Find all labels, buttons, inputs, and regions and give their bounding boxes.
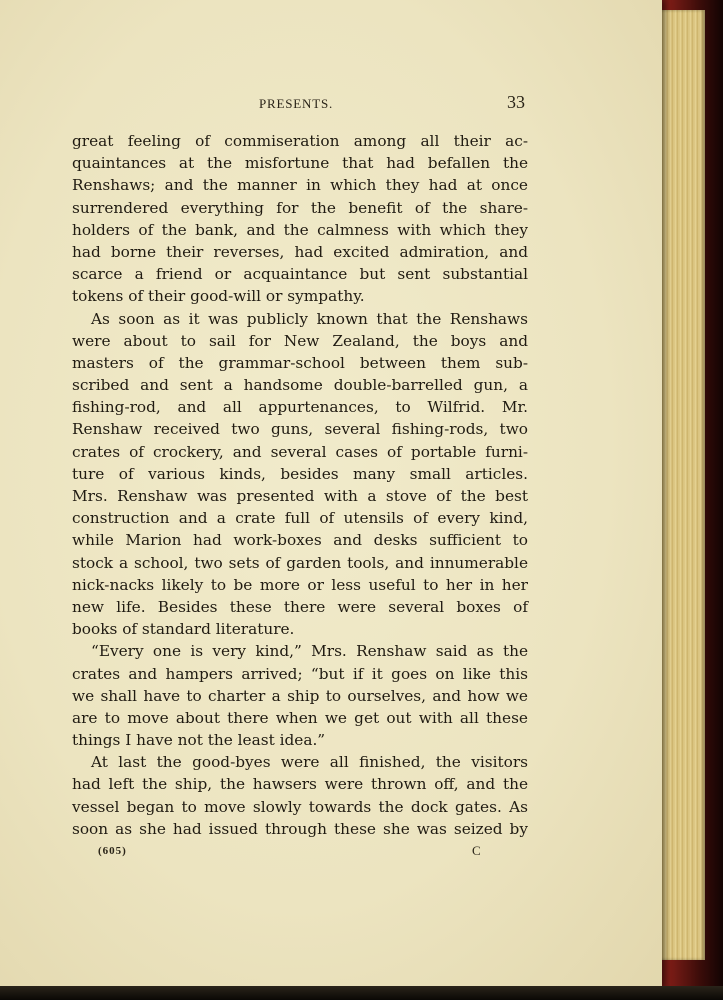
text-line: scribed and sent a handsome double-barrelled gun, a [72, 376, 528, 395]
text-line: Renshaws; and the manner in which they had at once [72, 176, 528, 195]
text-line: quaintances at the misfortune that had befallen the [72, 154, 528, 173]
page-footer [0, 843, 662, 863]
text-line: scarce a friend or acquaintance but sent substantial [72, 265, 528, 284]
text-line: had borne their reverses, had excited admiration, and [72, 242, 528, 261]
running-head [0, 92, 662, 118]
text-line: we shall have to charter a ship to ourselves, and how we [72, 686, 528, 705]
text-line: books of standard literature. [72, 620, 295, 639]
paragraph-start-line: As soon as it was publicly known that the Renshaws [91, 309, 528, 328]
bottom-shadow [0, 986, 723, 1000]
text-line: crates of crockery, and several cases of portable furni- [72, 442, 528, 461]
text-line: stock a school, two sets of garden tools, and innumerable [72, 553, 528, 572]
page-number: 33 [507, 92, 525, 112]
text-line: holders of the bank, and the calmness with which they [72, 220, 528, 239]
paragraph-start-line: “Every one is very kind,” Mrs. Renshaw said as the [91, 642, 528, 661]
text-line: nick-nacks likely to be more or less useful to her in her [72, 575, 528, 594]
text-line: while Marion had work-boxes and desks sufficient to [72, 531, 528, 550]
text-line: vessel began to move slowly towards the dock gates. As [72, 797, 528, 816]
paragraph-start-line: At last the good-byes were all finished, the visitors [91, 753, 528, 772]
page-edges [659, 10, 705, 960]
body-text [72, 130, 528, 840]
text-line: Renshaw received two guns, several fishing-rods, two [72, 420, 528, 439]
text-line: Mrs. Renshaw was presented with a stove of the best [72, 487, 528, 505]
text-line: fishing-rod, and all appurtenances, to Wilfrid. Mr. [72, 398, 528, 417]
text-line: were about to sail for New Zealand, the boys and [72, 331, 528, 350]
text-line: are to move about there when we get out with all these [72, 708, 528, 727]
text-line: new life. Besides these there were several boxes of [72, 597, 528, 616]
text-line: soon as she had issued through these she was seized by [72, 819, 528, 838]
running-title: PRESENTS. [259, 96, 334, 111]
text-line: construction and a crate full of utensils of every kind, [72, 509, 528, 528]
text-line: tokens of their good-will or sympathy. [72, 287, 365, 306]
text-line: had left the ship, the hawsers were thrown off, and the [72, 775, 528, 794]
signature-letter: C [472, 843, 481, 858]
text-line: surrendered everything for the benefit of the share- [72, 198, 528, 217]
text-line: ture of various kinds, besides many small articles. [72, 464, 528, 483]
text-line: things I have not the least idea.” [72, 731, 326, 750]
text-line: masters of the grammar-school between them sub- [72, 353, 528, 372]
text-line: crates and hampers arrived; “but if it goes on like this [72, 664, 528, 683]
text-line: great feeling of commiseration among all their ac- [72, 132, 528, 150]
signature-mark: (605) [98, 845, 127, 857]
